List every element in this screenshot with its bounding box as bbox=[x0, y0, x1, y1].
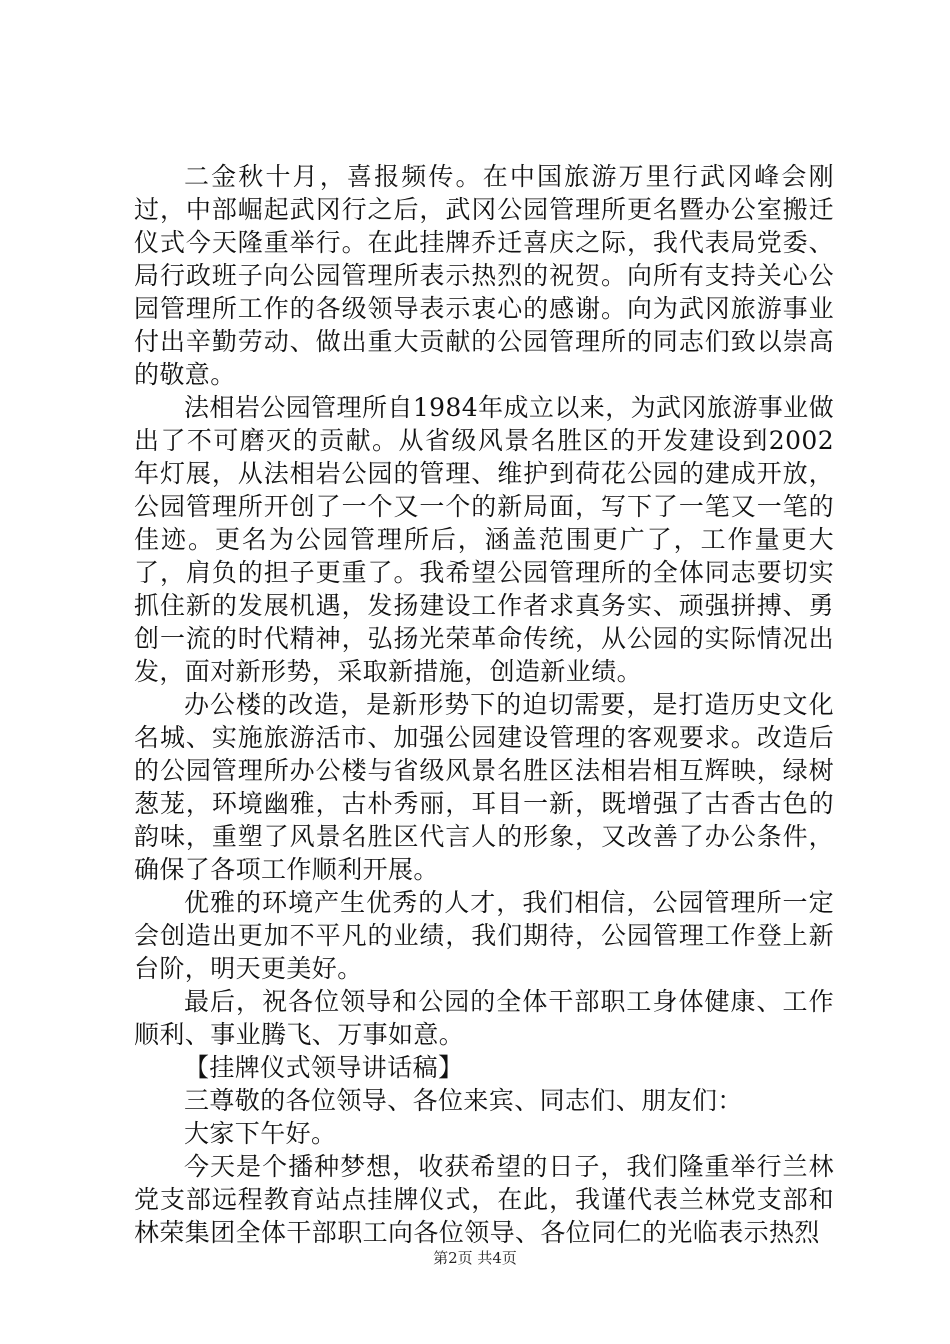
greeting: 大家下午好。 bbox=[184, 1119, 337, 1148]
salutation: 三尊敬的各位领导、各位来宾、同志们、朋友们： bbox=[184, 1086, 743, 1115]
page-number-footer: 第2页 共4页 bbox=[433, 1249, 517, 1267]
document-body bbox=[134, 160, 834, 1249]
paragraph-celebration: 二金秋十月，喜报频传。在中国旅游万里行武冈峰会刚过，中部崛起武冈行之后，武冈公园管理所更名暨办公室搬迁仪式今天隆重举行。在此挂牌乔迁喜庆之际，我代表局党委、局行政班子向公园管理所表示热烈的祝贺。向所有支持关心公园管理所工作的各级领导表示衷心的感谢。向为武冈旅游事业付出辛勤劳动、做出重大贡献的公园管理所的同志们致以崇高的敬意。 bbox=[134, 162, 834, 389]
section-heading: 【挂牌仪式领导讲话稿】 bbox=[184, 1053, 464, 1082]
paragraph-closing-wishes: 最后，祝各位领导和公园的全体干部职工身体健康、工作顺利、事业腾飞、万事如意。 bbox=[134, 987, 834, 1049]
paragraph-ceremony-opening: 今天是个播种梦想，收获希望的日子，我们隆重举行兰林党支部远程教育站点挂牌仪式，在此，我谨代表兰林党支部和林荣集团全体干部职工向各位领导、各位同仁的光临表示热烈 bbox=[134, 1152, 834, 1247]
paragraph-expectation: 优雅的环境产生优秀的人才，我们相信，公园管理所一定会创造出更加不平凡的业绩，我们期待，公园管理工作登上新台阶，明天更美好。 bbox=[134, 888, 834, 983]
paragraph-office-renovation: 办公楼的改造，是新形势下的迫切需要，是打造历史文化名城、实施旅游活市、加强公园建设管理的客观要求。改造后的公园管理所办公楼与省级风景名胜区法相岩相互辉映，绿树葱茏，环境幽雅，古朴秀丽，耳目一新，既增强了古香古色的韵味，重塑了风景名胜区代言人的形象，又改善了办公条件，确保了各项工作顺利开展。 bbox=[134, 690, 834, 884]
paragraph-history: 法相岩公园管理所自1984年成立以来，为武冈旅游事业做出了不可磨灭的贡献。从省级风景名胜区的开发建设到2002年灯展，从法相岩公园的管理、维护到荷花公园的建成开放，公园管理所开创了一个又一个的新局面，写下了一笔又一笔的佳迹。更名为公园管理所后，涵盖范围更广了，工作量更大了，肩负的担子更重了。我希望公园管理所的全体同志要切实抓住新的发展机遇，发扬建设工作者求真务实、顽强拼搏、勇创一流的时代精神，弘扬光荣革命传统，从公园的实际情况出发，面对新形势，采取新措施，创造新业绩。 bbox=[134, 393, 834, 686]
